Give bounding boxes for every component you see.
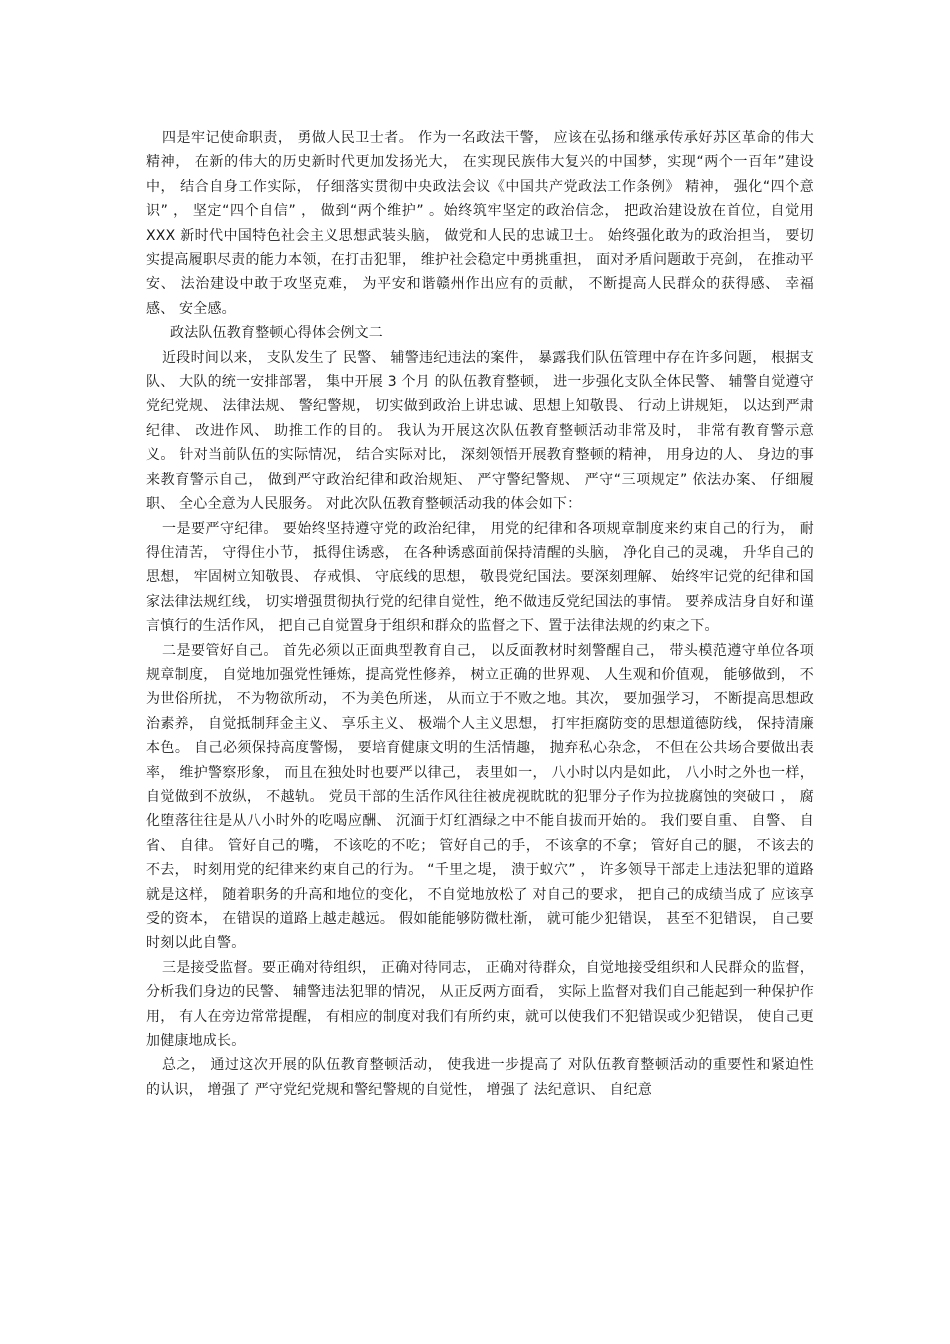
paragraph-conclusion: 总之， 通过这次开展的队伍教育整顿活动， 使我进一步提高了 对队伍教育整顿活动的重要性和紧迫性的认识， 增强了 严守党纪党规和警纪警规的自觉性， 增强了 法纪意识、 自纪意	[146, 1057, 814, 1098]
paragraph-intro: 近段时间以来， 支队发生了 民警、 辅警违纪违法的案件， 暴露我们队伍管理中存在许多问题， 根据支队、 大队的统一安排部署， 集中开展 3 个月 的队伍教育整顿， 进一步强化支队全体民警、 辅警自觉遵守党纪党规、 法律法规、 警纪警规， 切实做到政治上讲忠诚、思想上知敬畏、 行动上讲规矩， 以达到严肃纪律、 改进作风、 助推工作的目的。 我认为开展这次队伍教育整顿活动非常及时， 非常有教育警示意义。 针对当前队伍的实际情况， 结合实际对比， 深刻领悟开展教育整顿的精神， 用身边的人、 身边的事来教育警示自己， 做到严守政治纪律和政治规矩、 严守警纪警规、 严守“三项规定” 依法办案、 仔细履职、 全心全意为人民服务。 对此次队伍教育整顿活动我的体会如下：	[146, 349, 814, 513]
section-heading: 政法队伍教育整顿心得体会例文二	[170, 325, 383, 342]
paragraph-self-management: 二是要管好自己。 首先必须以正面典型教育自己， 以反面教材时刻警醒自己， 带头模范遵守单位各项规章制度， 自觉地加强党性锤炼，提高党性修养， 树立正确的世界观、 人生观和价值观， 能够做到， 不为世俗所扰， 不为物欲所动， 不为美色所迷， 从而立于不败之地。其次， 要加强学习， 不断提高思想政治素养， 自觉抵制拜金主义、 享乐主义、 极端个人主义思想， 打牢拒腐防变的思想道德防线， 保持清廉本色。 自己必须保持高度警惕， 要培育健康文明的生活情趣， 抛弃私心杂念， 不但在公共场合要做出表率， 维护警察形象， 而且在独处时也要严以律己， 表里如一， 八小时以内是如此， 八小时之外也一样，自觉做到不放纵， 不越轨。 党员干部的生活作风往往被虎视眈眈的犯罪分子作为拉拢腐蚀的突破口 ， 腐化堕落往往是从八小时外的吃喝应酬、 沉湎于灯红酒绿之中不能自拔而开始的。 我们要自重、 自警、 自省、 自律。 管好自己的嘴， 不该吃的不吃； 管好自己的手， 不该拿的不拿； 管好自己的腿， 不该去的不去， 时刻用党的纪律来约束自己的行为。 “千里之堤， 溃于蚁穴” ， 许多领导干部走上违法犯罪的道路就是这样， 随着职务的升高和地位的变化， 不自觉地放松了 对自己的要求， 把自己的成绩当成了 应该享受的资本， 在错误的道路上越走越远。 假如能能够防微杜渐， 就可能少犯错误， 甚至不犯错误， 自己要时刻以此自警。	[146, 642, 814, 952]
paragraph-duty: 四是牢记使命职责， 勇做人民卫士者。 作为一名政法干警， 应该在弘扬和继承传承好苏区革命的伟大精神， 在新的伟大的历史新时代更加发扬光大， 在实现民族伟大复兴的中国梦，实现“两个一百年”建设中， 结合自身工作实际， 仔细落实贯彻中央政法会议《中国共产党政法工作条例》 精神， 强化“四个意识” ， 坚定“四个自信” ， 做到“两个维护” 。始终筑牢坚定的政治信念， 把政治建设放在首位，自觉用 XXX 新时代中国特色社会主义思想武装头脑， 做党和人民的忠诚卫士。 始终强化敢为的政治担当， 要切实提高履职尽责的能力本领，在打击犯罪， 维护社会稳定中勇挑重担， 面对矛盾问题敢于亮剑， 在推动平安、 法治建设中敢于攻坚克难， 为平安和谐赣州作出应有的贡献， 不断提高人民群众的获得感、 幸福感、 安全感。	[146, 130, 814, 317]
document-body	[146, 126, 814, 1102]
paragraph-supervision: 三是接受监督。要正确对待组织， 正确对待同志， 正确对待群众，自觉地接受组织和人民群众的监督， 分析我们身边的民警、 辅警违法犯罪的情况， 从正反两方面看， 实际上监督对我们自己能起到一种保护作用， 有人在旁边常常提醒， 有相应的制度对我们有所约束，就可以使我们不犯错误或少犯错误， 使自己更加健康地成长。	[146, 959, 814, 1050]
paragraph-discipline: 一是要严守纪律。 要始终坚持遵守党的政治纪律， 用党的纪律和各项规章制度来约束自己的行为， 耐得住清苦， 守得住小节， 抵得住诱惑， 在各种诱惑面前保持清醒的头脑， 净化自己的灵魂， 升华自己的思想， 牢固树立知敬畏、 存戒惧、 守底线的思想， 敬畏党纪国法。要深刻理解、 始终牢记党的纪律和国家法律法规红线， 切实增强贯彻执行党的纪律自觉性，绝不做违反党纪国法的事情。 要养成洁身自好和谨言慎行的生活作风， 把自己自觉置身于组织和群众的监督之下、置于法律法规的约束之下。	[146, 520, 814, 635]
